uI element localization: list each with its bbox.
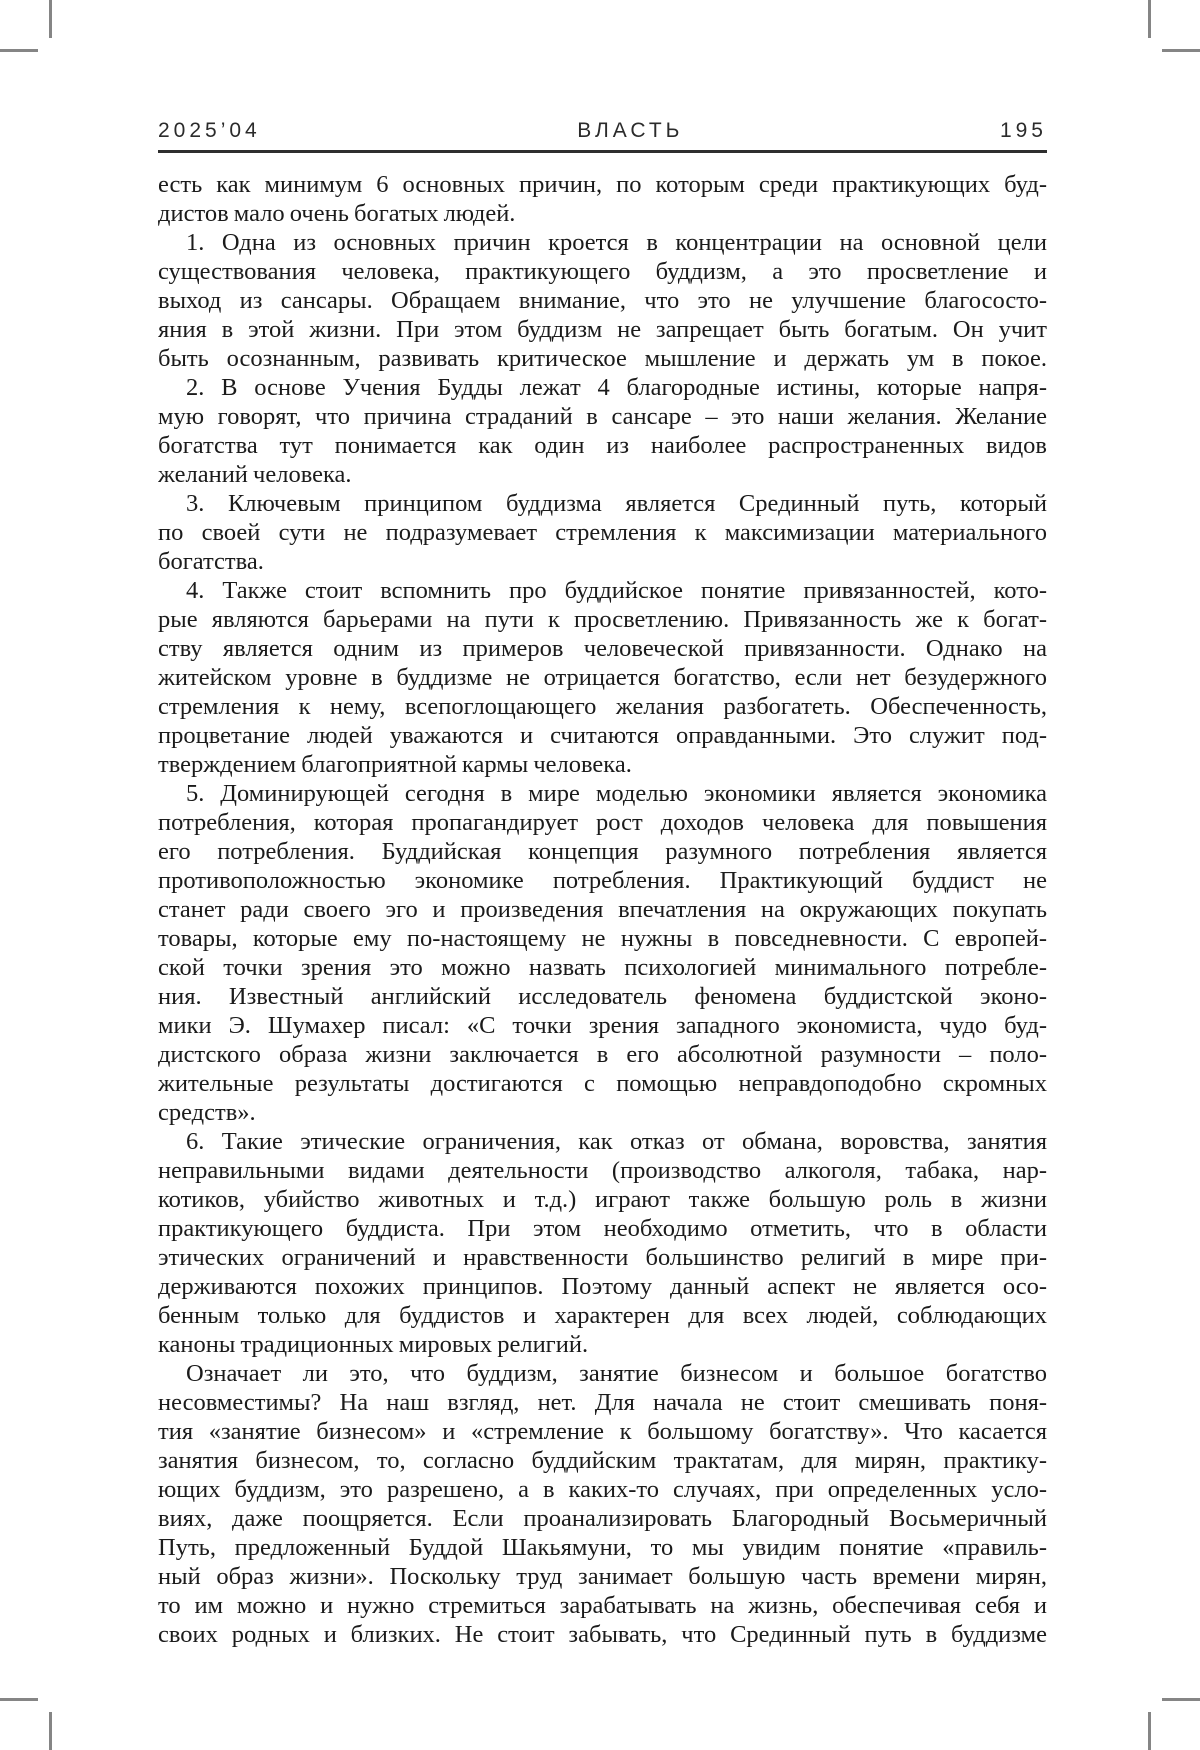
page-header bbox=[158, 116, 1047, 146]
text-line: рые являются барьерами на пути к просветлению. Привязанность же к богат- bbox=[158, 606, 1047, 633]
text-line: ющих буддизм, это разрешено, а в каких-то случаях, при определенных усло- bbox=[158, 1476, 1047, 1503]
text-line: 2. В основе Учения Будды лежат 4 благородные истины, которые напря- bbox=[186, 374, 1047, 401]
text-line: потребления, которая пропагандирует рост доходов человека для повышения bbox=[158, 809, 1047, 836]
text-line: несовместимы? На наш взгляд, нет. Для начала не стоит смешивать поня- bbox=[158, 1389, 1047, 1416]
text-line: стремления к нему, всепоглощающего желания разбогатеть. Обеспеченность, bbox=[158, 693, 1047, 720]
text-line: дистского образа жизни заключается в его абсолютной разумности – поло- bbox=[158, 1041, 1047, 1068]
text-line: 4. Также стоит вспомнить про буддийское понятие привязанностей, кото- bbox=[186, 577, 1047, 604]
text-line: держиваются похожих принципов. Поэтому данный аспект не является осо- bbox=[158, 1273, 1047, 1300]
text-line: 1. Одна из основных причин кроется в концентрации на основной цели bbox=[186, 229, 1047, 256]
text-line: процветание людей уважаются и считаются оправданными. Это служит под- bbox=[158, 722, 1047, 749]
text-line: противоположностью экономике потребления. Практикующий буддист не bbox=[158, 867, 1047, 894]
text-line: виях, даже поощряется. Если проанализировать Благородный Восьмеричный bbox=[158, 1505, 1047, 1532]
crop-mark bbox=[49, 0, 52, 38]
crop-mark bbox=[0, 1698, 38, 1701]
text-line: есть как минимум 6 основных причин, по которым среди практикующих буд- bbox=[158, 171, 1047, 198]
text-line: по своей сути не подразумевает стремления к максимизации материального bbox=[158, 519, 1047, 546]
text-line: мую говорят, что причина страданий в сансаре – это наши желания. Желание bbox=[158, 403, 1047, 430]
text-line: товары, которые ему по-настоящему не нужны в повседневности. С европей- bbox=[158, 925, 1047, 952]
crop-mark bbox=[1162, 49, 1200, 52]
text-line: ния. Известный английский исследователь феномена буддистской эконо- bbox=[158, 983, 1047, 1010]
text-line: неправильными видами деятельности (производство алкоголя, табака, нар- bbox=[158, 1157, 1047, 1184]
text-line: своих родных и близких. Не стоит забывать, что Срединный путь в буддизме bbox=[158, 1621, 1047, 1648]
crop-mark bbox=[49, 1712, 52, 1750]
text-line: каноны традиционных мировых религий. bbox=[158, 1331, 589, 1358]
page-number: 195 bbox=[999, 119, 1047, 142]
text-line: ству является одним из примеров человеческой привязанности. Однако на bbox=[158, 635, 1047, 662]
text-line: бенным только для буддистов и характерен для всех людей, соблюдающих bbox=[158, 1302, 1047, 1329]
text-line: 5. Доминирующей сегодня в мире моделью экономики является экономика bbox=[186, 780, 1047, 807]
text-line: тия «занятие бизнесом» и «стремление к большому богатству». Что касается bbox=[158, 1418, 1047, 1445]
text-line: яния в этой жизни. При этом буддизм не запрещает быть богатым. Он учит bbox=[158, 316, 1047, 343]
crop-mark bbox=[1148, 1712, 1151, 1750]
crop-mark bbox=[0, 49, 38, 52]
header-rule bbox=[158, 150, 1047, 153]
crop-mark bbox=[1162, 1698, 1200, 1701]
text-line: жительные результаты достигаются с помощью неправдоподобно скромных bbox=[158, 1070, 1047, 1097]
text-line: его потребления. Буддийская концепция разумного потребления является bbox=[158, 838, 1047, 865]
text-line: занятия бизнесом, то, согласно буддийским трактатам, для мирян, практику- bbox=[158, 1447, 1047, 1474]
text-line: существования человека, практикующего буддизм, а это просветление и bbox=[158, 258, 1047, 285]
issue-label: 2025’04 bbox=[158, 119, 261, 142]
text-line: Означает ли это, что буддизм, занятие бизнесом и большое богатство bbox=[186, 1360, 1047, 1387]
text-line: быть осознанным, развивать критическое мышление и держать ум в покое. bbox=[158, 345, 1047, 372]
journal-title: ВЛАСТЬ bbox=[577, 119, 684, 142]
text-line: тверждением благоприятной кармы человека. bbox=[158, 751, 632, 778]
text-line: 3. Ключевым принципом буддизма является Срединный путь, который bbox=[186, 490, 1047, 517]
text-line: желаний человека. bbox=[158, 461, 352, 488]
text-line: то им можно и нужно стремиться зарабатывать на жизнь, обеспечивая себя и bbox=[158, 1592, 1047, 1619]
text-line: мики Э. Шумахер писал: «С точки зрения западного экономиста, чудо буд- bbox=[158, 1012, 1047, 1039]
text-line: богатства тут понимается как один из наиболее распространенных видов bbox=[158, 432, 1047, 459]
text-line: котиков, убийство животных и т.д.) играют также большую роль в жизни bbox=[158, 1186, 1047, 1213]
text-line: ный образ жизни». Поскольку труд занимает большую часть времени мирян, bbox=[158, 1563, 1047, 1590]
text-line: станет ради своего эго и произведения впечатления на окружающих покупать bbox=[158, 896, 1047, 923]
text-line: выход из сансары. Обращаем внимание, что это не улучшение благососто- bbox=[158, 287, 1047, 314]
text-line: дистов мало очень богатых людей. bbox=[158, 200, 516, 227]
article-body bbox=[158, 170, 1047, 1649]
text-line: 6. Такие этические ограничения, как отказ от обмана, воровства, занятия bbox=[186, 1128, 1047, 1155]
text-line: Путь, предложенный Буддой Шакьямуни, то мы увидим понятие «правиль- bbox=[158, 1534, 1047, 1561]
text-line: практикующего буддиста. При этом необходимо отметить, что в области bbox=[158, 1215, 1047, 1242]
text-line: средств». bbox=[158, 1099, 256, 1126]
text-line: богатства. bbox=[158, 548, 264, 575]
text-line: ской точки зрения это можно назвать психологией минимального потребле- bbox=[158, 954, 1047, 981]
text-line: этических ограничений и нравственности большинство религий в мире при- bbox=[158, 1244, 1047, 1271]
text-line: житейском уровне в буддизме не отрицается богатство, если нет безудержного bbox=[158, 664, 1047, 691]
crop-mark bbox=[1148, 0, 1151, 38]
